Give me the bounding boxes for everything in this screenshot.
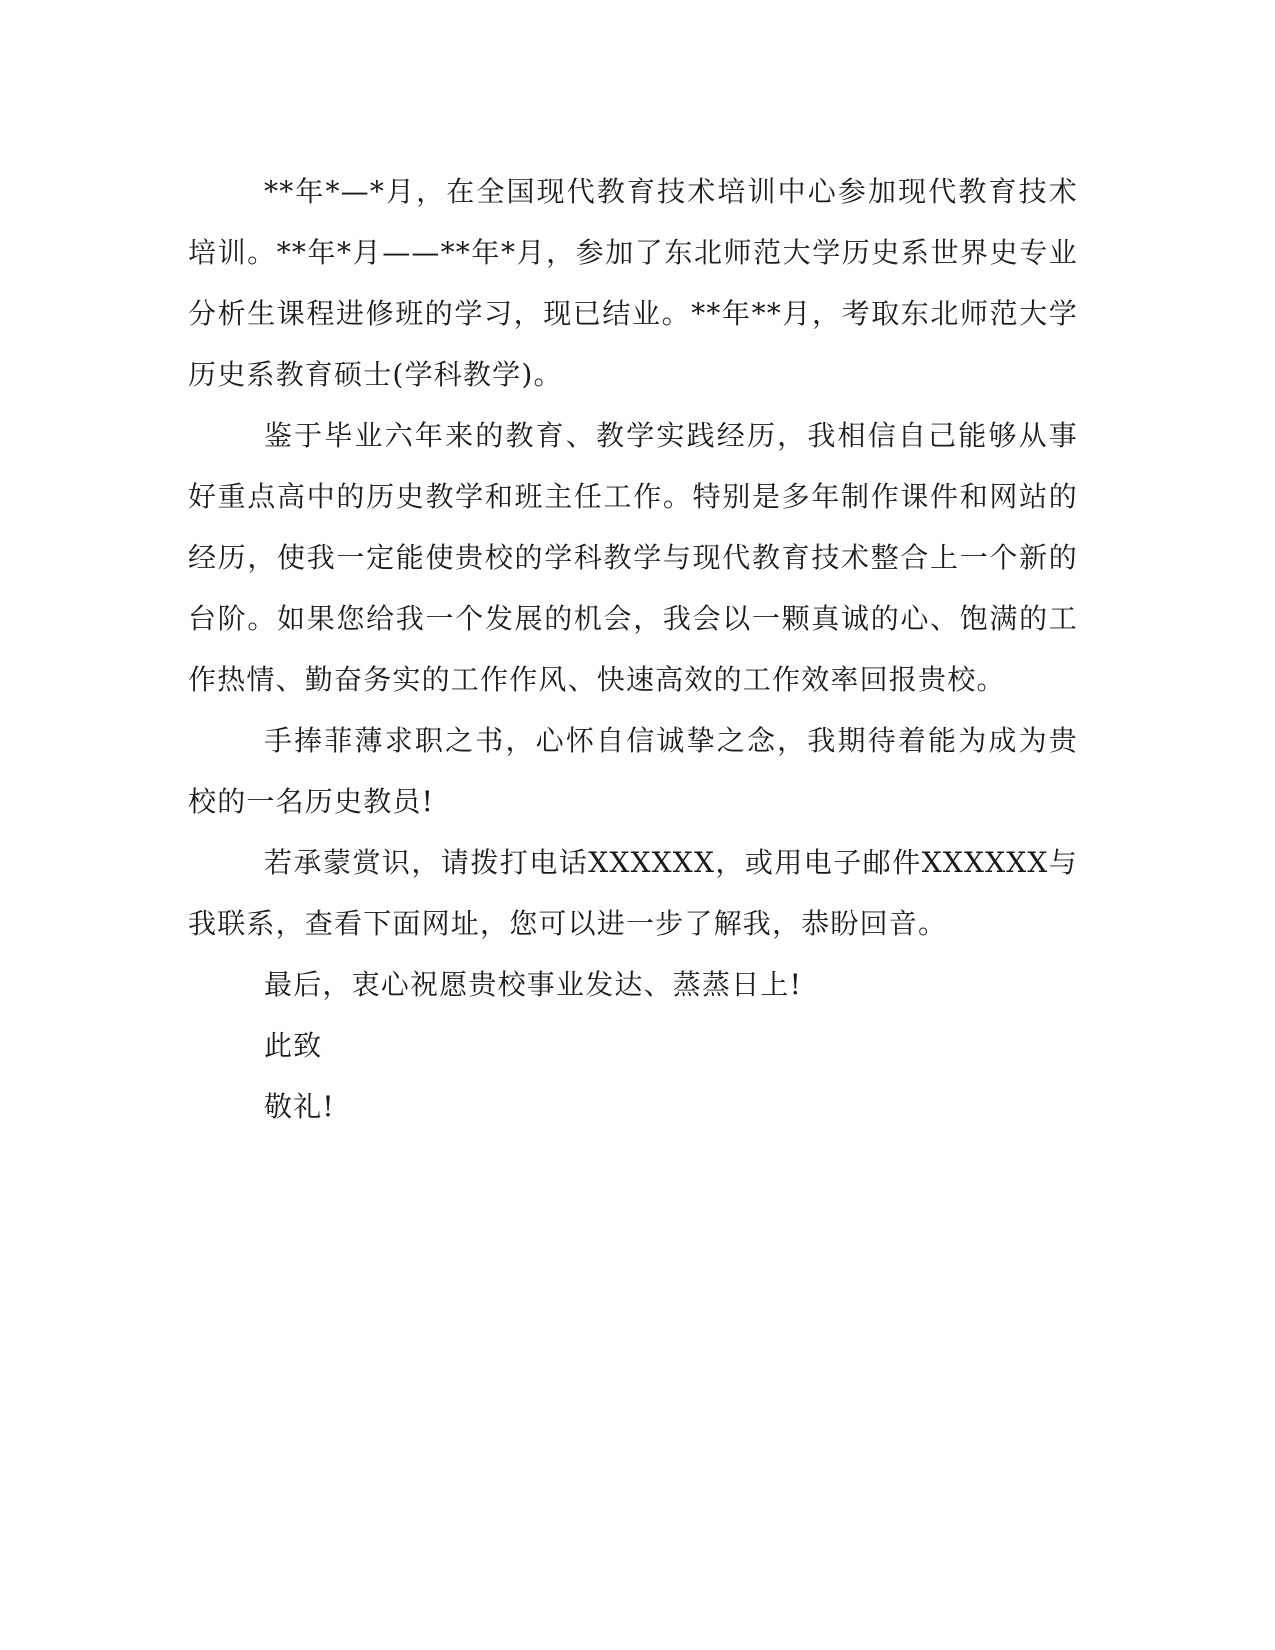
closing-salutation: 此致 [264,1029,323,1062]
letter-body [188,161,1078,1137]
paragraph-training: **年*—*月，在全国现代教育技术培训中心参加现代教育技术培训。**年*月——**年*月，参加了东北师范大学历史系世界史专业分析生课程进修班的学习，现已结业。**年**月，考取东北师范大学历史系教育硕士(学科教学)。 [188,175,1078,391]
paragraph-expectation: 手捧菲薄求职之书，心怀自信诚挚之念，我期待着能为成为贵校的一名历史教员! [188,724,1078,818]
closing-regards: 敬礼! [264,1090,335,1123]
paragraph-wishes: 最后，衷心祝愿贵校事业发达、蒸蒸日上! [264,968,803,1001]
paragraph-contact: 若承蒙赏识，请拨打电话XXXXXX，或用电子邮件XXXXXX与我联系，查看下面网址，您可以进一步了解我，恭盼回音。 [188,846,1078,940]
paragraph-experience: 鉴于毕业六年来的教育、教学实践经历，我相信自己能够从事好重点高中的历史教学和班主任工作。特别是多年制作课件和网站的经历，使我一定能使贵校的学科教学与现代教育技术整合上一个新的台阶。如果您给我一个发展的机会，我会以一颗真诚的心、饱满的工作热情、勤奋务实的工作作风、快速高效的工作效率回报贵校。 [188,419,1078,696]
